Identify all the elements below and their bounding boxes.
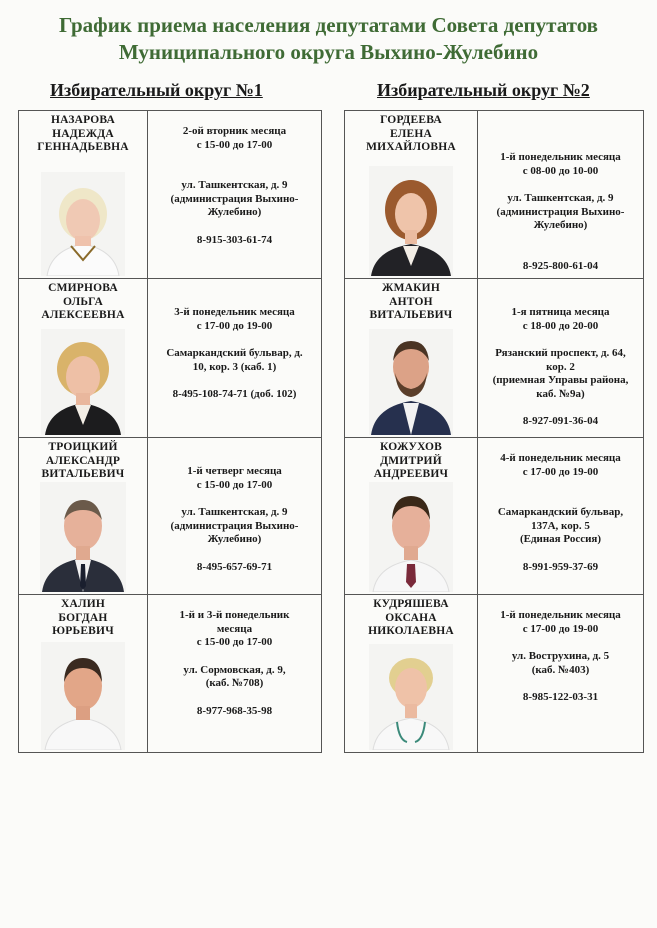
deputy-person-cell (345, 595, 478, 752)
deputy-name: КОЖУХОВ ДМИТРИЙ АНДРЕЕВИЧ (373, 441, 449, 480)
deputy-name: СМИРНОВА ОЛЬГА АЛЕКСЕЕВНА (41, 282, 125, 321)
deputy-name: КУДРЯШЕВА ОКСАНА НИКОЛАЕВНА (368, 598, 454, 637)
deputy-phone: 8-927-091-36-04 (522, 415, 599, 427)
deputy-phone: 8-977-968-35-98 (196, 704, 273, 717)
deputy-phone: 8-915-303-61-74 (196, 233, 273, 246)
title-line-1: График приема населения депутатами Совета депутатов (58, 13, 599, 37)
page-title (0, 12, 657, 66)
deputy-info-cell: 1-й понедельник месяца с 08-00 до 10-00 ул. Ташкентская, д. 9 (администрация Выхино- Жулебино) 8-925-800-61-04 (478, 111, 643, 278)
deputy-row (19, 595, 321, 752)
deputy-person-cell (345, 279, 478, 437)
deputy-phone: 8-985-122-03-31 (522, 691, 599, 703)
district-2-heading: Избирательный округ №2 (377, 80, 590, 100)
deputy-phone: 8-991-959-37-69 (522, 560, 599, 573)
deputy-person-cell (19, 438, 148, 594)
deputy-row (19, 438, 321, 595)
deputy-info-cell: 1-й четверг месяца с 15-00 до 17-00 ул. Ташкентская, д. 9 (администрация Выхино- Жулебино) 8-495-657-69-71 (148, 438, 321, 594)
deputy-name: ТРОИЦКИЙ АЛЕКСАНДР ВИТАЛЬЕВИЧ (41, 441, 125, 480)
deputy-person-cell (19, 111, 148, 278)
deputy-info-cell: 3-й понедельник месяца с 17-00 до 19-00 Самаркандский бульвар, д. 10, кор. 3 (каб. 1) 8-495-108-74-71 (доб. 102) (148, 279, 321, 437)
deputy-phone: 8-925-800-61-04 (522, 259, 599, 272)
deputy-row (345, 279, 643, 438)
deputy-name: ГОРДЕЕВА ЕЛЕНА МИХАЙЛОВНА (366, 114, 456, 153)
deputy-photo (41, 642, 125, 750)
deputy-row (19, 279, 321, 438)
title-line-2: Муниципального округа Выхино-Жулебино (118, 40, 539, 64)
deputy-info-cell: 1-й и 3-й понедельник месяца с 15-00 до 17-00 ул. Сормовская, д. 9, (каб. №708) 8-977-968-35-98 (148, 595, 321, 752)
deputy-photo (369, 166, 453, 276)
deputy-info-cell: 4-й понедельник месяца с 17-00 до 19-00 Самаркандский бульвар, 137А, кор. 5 (Единая Россия) 8-991-959-37-69 (478, 438, 643, 594)
district-2-table (344, 110, 644, 753)
deputy-row (345, 595, 643, 752)
deputy-photo (40, 482, 126, 592)
deputy-name: ХАЛИН БОГДАН ЮРЬЕВИЧ (52, 598, 114, 637)
deputy-row (345, 111, 643, 279)
deputy-person-cell (19, 279, 148, 437)
deputy-phone: 8-495-108-74-71 (доб. 102) (172, 388, 297, 400)
deputy-photo (369, 482, 453, 592)
deputy-row (19, 111, 321, 279)
deputy-photo (41, 329, 125, 435)
deputy-photo (369, 329, 453, 435)
deputy-person-cell (345, 111, 478, 278)
deputy-phone: 8-495-657-69-71 (196, 560, 273, 573)
deputy-info-cell: 1-й понедельник месяца с 17-00 до 19-00 ул. Вострухина, д. 5 (каб. №403) 8-985-122-03-31 (478, 595, 643, 752)
deputy-person-cell (19, 595, 148, 752)
deputy-info-cell: 2-ой вторник месяца с 15-00 до 17-00 ул. Ташкентская, д. 9 (администрация Выхино- Жулебино) 8-915-303-61-74 (148, 111, 321, 278)
deputy-photo (369, 644, 453, 750)
deputy-person-cell (345, 438, 478, 594)
deputy-photo (41, 172, 125, 276)
district-1-table (18, 110, 322, 753)
deputy-row (345, 438, 643, 595)
deputy-name: ЖМАКИН АНТОН ВИТАЛЬЕВИЧ (369, 282, 453, 321)
deputy-name: НАЗАРОВА НАДЕЖДА ГЕННАДЬЕВНА (37, 114, 129, 153)
district-1-heading: Избирательный округ №1 (50, 80, 263, 100)
deputy-info-cell: 1-я пятница месяца с 18-00 до 20-00 Рязанский проспект, д. 64, кор. 2 (приемная Управы района, каб. №9а) 8-927-091-36-04 (478, 279, 643, 437)
